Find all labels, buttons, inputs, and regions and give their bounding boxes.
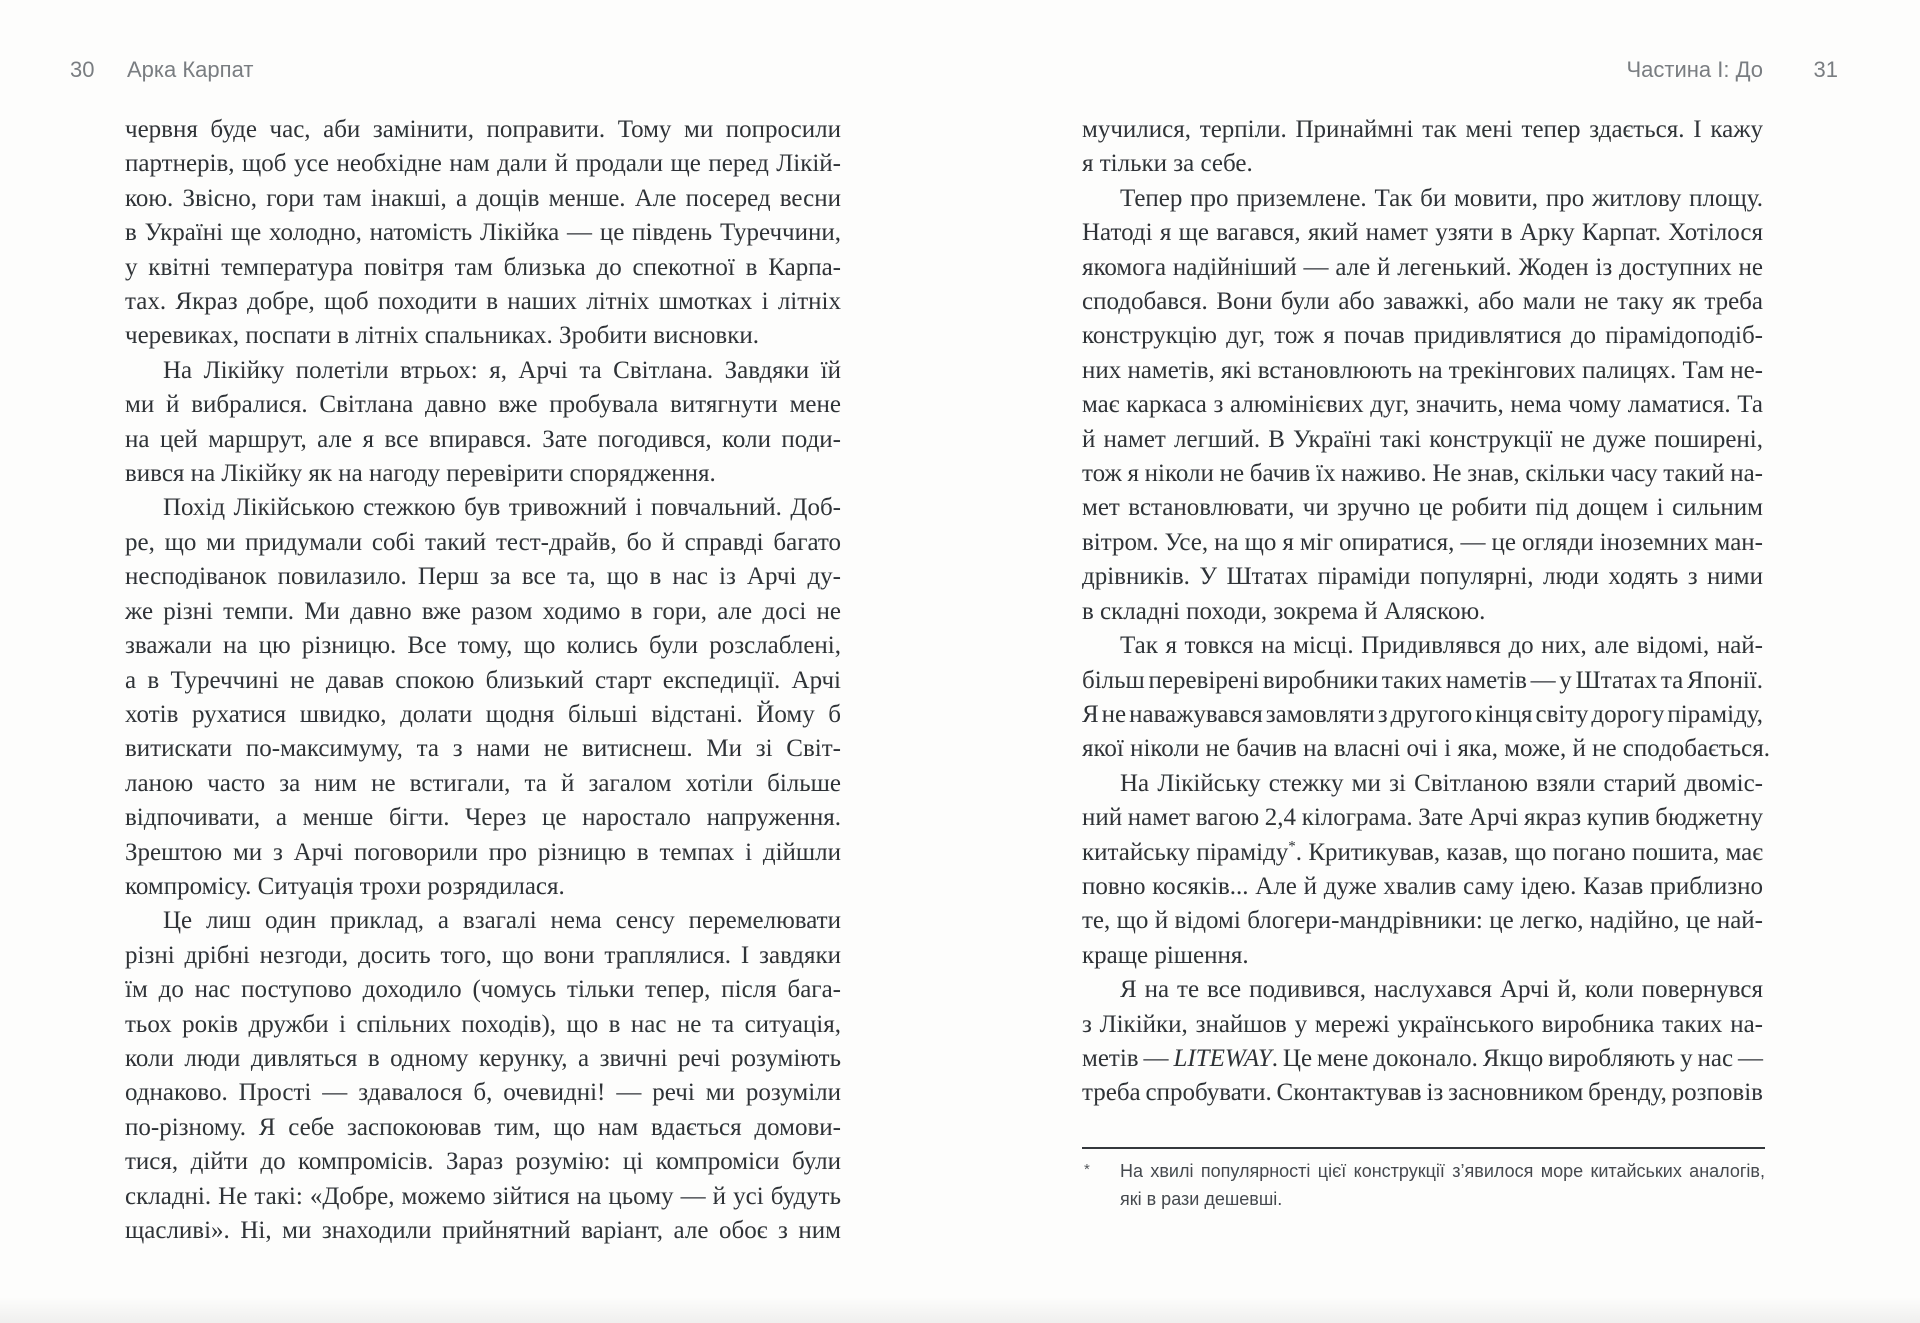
text-line: я тільки за себе.: [1082, 150, 1253, 178]
text-line: дрівників. У Штатах піраміди популярні, люди ходять з ними: [1082, 563, 1763, 591]
footnote-divider: [1082, 1147, 1765, 1149]
text-line: а в Туреччині не давав спокою близький старт експедиції. Арчі: [125, 666, 841, 694]
text-line: Натоді я ще вагався, який намет узяти в Арку Карпат. Хотілося: [1082, 219, 1763, 247]
text-line: хотів рухатися швидко, долати щодня більші відстані. Йому б: [125, 700, 841, 728]
running-header-right: Частина І: До: [1626, 57, 1763, 82]
text-line: Тепер про приземлене. Так би мовити, про житлову площу.: [1120, 184, 1763, 212]
text-line: якої ніколи не бачив на власні очі і яка, може, й не сподобається.: [1082, 735, 1771, 763]
text-line: більш перевірені виробники таких наметів — у Штатах та Японії.: [1082, 666, 1763, 694]
right-page-text-column: [1082, 113, 1771, 1111]
text-line: в Україні ще холодно, натомість Лікійка — це південь Туреччини,: [125, 219, 841, 247]
page-bottom-shadow: [0, 1297, 1920, 1323]
text-line: кою. Звісно, гори там інакші, а дощів менше. Але посеред весни: [125, 184, 841, 212]
text-line: же різні темпи. Ми давно вже разом ходимо в гори, але досі не: [125, 597, 841, 625]
footnote-line: які в рази дешевші.: [1120, 1188, 1283, 1209]
text-line: Я на те все подивився, наслухався Арчі й, коли повернувся: [1120, 976, 1763, 1004]
text-line: щасливі». Ні, ми знаходили прийнятний варіант, але обоє з ним: [125, 1217, 841, 1244]
text-line: червня буде час, аби замінити, поправити. Тому ми попросили: [125, 116, 841, 143]
text-line: те, що й відомі блогери-мандрівники: це легко, надійно, це най-: [1082, 907, 1763, 935]
text-line: мет встановлювати, чи зручно це робити під дощем і сильним: [1082, 494, 1763, 522]
page-number-right: 31: [1813, 57, 1838, 82]
footnote-text: [1120, 1158, 1765, 1213]
text-line: На Лікійку полетіли втрьох: я, Арчі та Світлана. Завдяки їй: [163, 356, 841, 384]
text-line: На Лікійську стежку ми зі Світланою взяли старий двоміс-: [1120, 769, 1763, 797]
text-line: з Лікійки, знайшов у мережі українського виробника таких на-: [1082, 1010, 1763, 1038]
text-line: вітром. Усе, на що я міг опиратися, — це огляди іноземних ман-: [1082, 528, 1763, 556]
text-line: метів — LITEWAY. Це мене доконало. Якщо виробляють у нас —: [1082, 1044, 1764, 1072]
footnote: [1082, 1147, 1765, 1213]
left-page-text-column: [125, 113, 841, 1248]
text-line: Зрештою ми з Арчі поговорили про різницю в темпах і дійшли: [125, 838, 841, 866]
text-line: мучилися, терпіли. Принаймні так мені тепер здається. І кажу: [1082, 116, 1763, 143]
text-line: Так я товкся на місці. Придивлявся до них, але відомі, най-: [1120, 632, 1763, 660]
text-line: по-різному. Я себе заспокоював тим, що нам вдається домови-: [125, 1113, 841, 1141]
text-line: Похід Лікійською стежкою був тривожний і повчальний. Доб-: [163, 494, 841, 522]
text-line: Я не наважувався замовляти з другого кінця світу дорогу піраміду,: [1082, 700, 1763, 728]
text-line: однаково. Прості — здавалося б, очевидні! — речі ми розуміли: [125, 1079, 841, 1107]
text-line: має каркаса з алюмінієвих дуг, значить, нема чому ламатися. Та: [1082, 391, 1763, 419]
text-line: вився на Лікійку як на нагоду перевірити спорядження.: [125, 460, 716, 488]
text-line: у квітні температура повітря там близька до спекотної в Карпа-: [125, 253, 841, 281]
text-line: в складні походи, зокрема й Аляскою.: [1082, 597, 1486, 625]
text-line: компромісу. Ситуація трохи розрядилася.: [125, 872, 565, 900]
text-line: тися, дійти до компромісів. Зараз розумію: ці компроміси були: [125, 1148, 841, 1176]
text-line: їм до нас поступово доходило (чомусь тільки тепер, після бага-: [125, 976, 841, 1004]
text-line: якомога надійніший — але й легенький. Жоден із доступних не: [1082, 253, 1763, 281]
text-line: різні дрібні незгоди, досить того, що вони траплялися. І завдяки: [125, 941, 841, 969]
text-line: краще рішення.: [1082, 941, 1249, 969]
text-line: конструкцію дуг, тож я почав придивлятися до пірамідоподіб-: [1082, 322, 1763, 350]
text-line: сподобався. Вони були або заважкі, або мали не таку як треба: [1082, 288, 1763, 316]
text-line: витискати по-максимуму, та з нами не витиснеш. Ми зі Світ-: [125, 735, 841, 763]
text-line: відпочивати, а менше бігти. Через це наростало напруження.: [125, 804, 841, 832]
text-line: складні. Не такі: «Добре, можемо зійтися на цьому — й усі будуть: [125, 1182, 841, 1210]
text-line: й намет легший. В Україні такі конструкції не дуже поширені,: [1082, 425, 1763, 453]
text-line: тах. Якраз добре, щоб походити в наших літніх шмотках і літніх: [125, 288, 841, 316]
page-number-left: 30: [70, 57, 95, 82]
text-line: ний намет вагою 2,4 кілограма. Зате Арчі якраз купив бюджетну: [1082, 804, 1763, 832]
text-line: ре, що ми придумали собі такий тест-драйв, бо й справді багато: [125, 528, 841, 556]
text-line: коли люди дивляться в одному керунку, а звичні речі розуміють: [125, 1044, 841, 1072]
footnote-line: На хвилі популярності цієї конструкції з’явилося море китайських аналогів,: [1120, 1161, 1765, 1181]
text-line: на цей маршрут, але я все впирався. Зате погодився, коли поди-: [125, 425, 841, 453]
text-line: тож я ніколи не бачив їх наживо. Не знав, скільки часу такий на-: [1082, 460, 1763, 488]
text-line: черевиках, поспати в літніх спальниках. Зробити висновки.: [125, 322, 759, 350]
text-line: партнерів, щоб усе необхідне нам дали й продали ще перед Лікій-: [125, 150, 841, 178]
text-line: повно косяків... Але й дуже хвалив саму ідею. Казав приблизно: [1082, 872, 1763, 900]
running-header-left: Арка Карпат: [127, 57, 254, 82]
text-line: несподіванок повилазило. Перш за все та, що в нас із Арчі ду-: [125, 563, 841, 591]
text-line: треба спробувати. Сконтактував із засновником бренду, розповів: [1082, 1079, 1763, 1107]
text-line: ми й вибралися. Світлана давно вже пробувала витягнути мене: [125, 391, 841, 419]
text-line: тьох років дружби і спільних походів), що в нас не та ситуація,: [125, 1010, 841, 1038]
text-line: них наметів, які встановлюють на трекінгових палицях. Там не-: [1082, 356, 1763, 384]
text-line: ланою часто за ним не встигали, та й загалом хотіли більше: [125, 769, 841, 797]
footnote-marker: *: [1084, 1161, 1090, 1178]
text-line: китайську піраміду*. Критикував, казав, що погано пошита, має: [1082, 838, 1763, 866]
text-line: зважали на цю різницю. Все тому, що колись були розслаблені,: [125, 632, 841, 660]
text-line: Це лиш один приклад, а взагалі нема сенсу перемелювати: [163, 907, 841, 935]
